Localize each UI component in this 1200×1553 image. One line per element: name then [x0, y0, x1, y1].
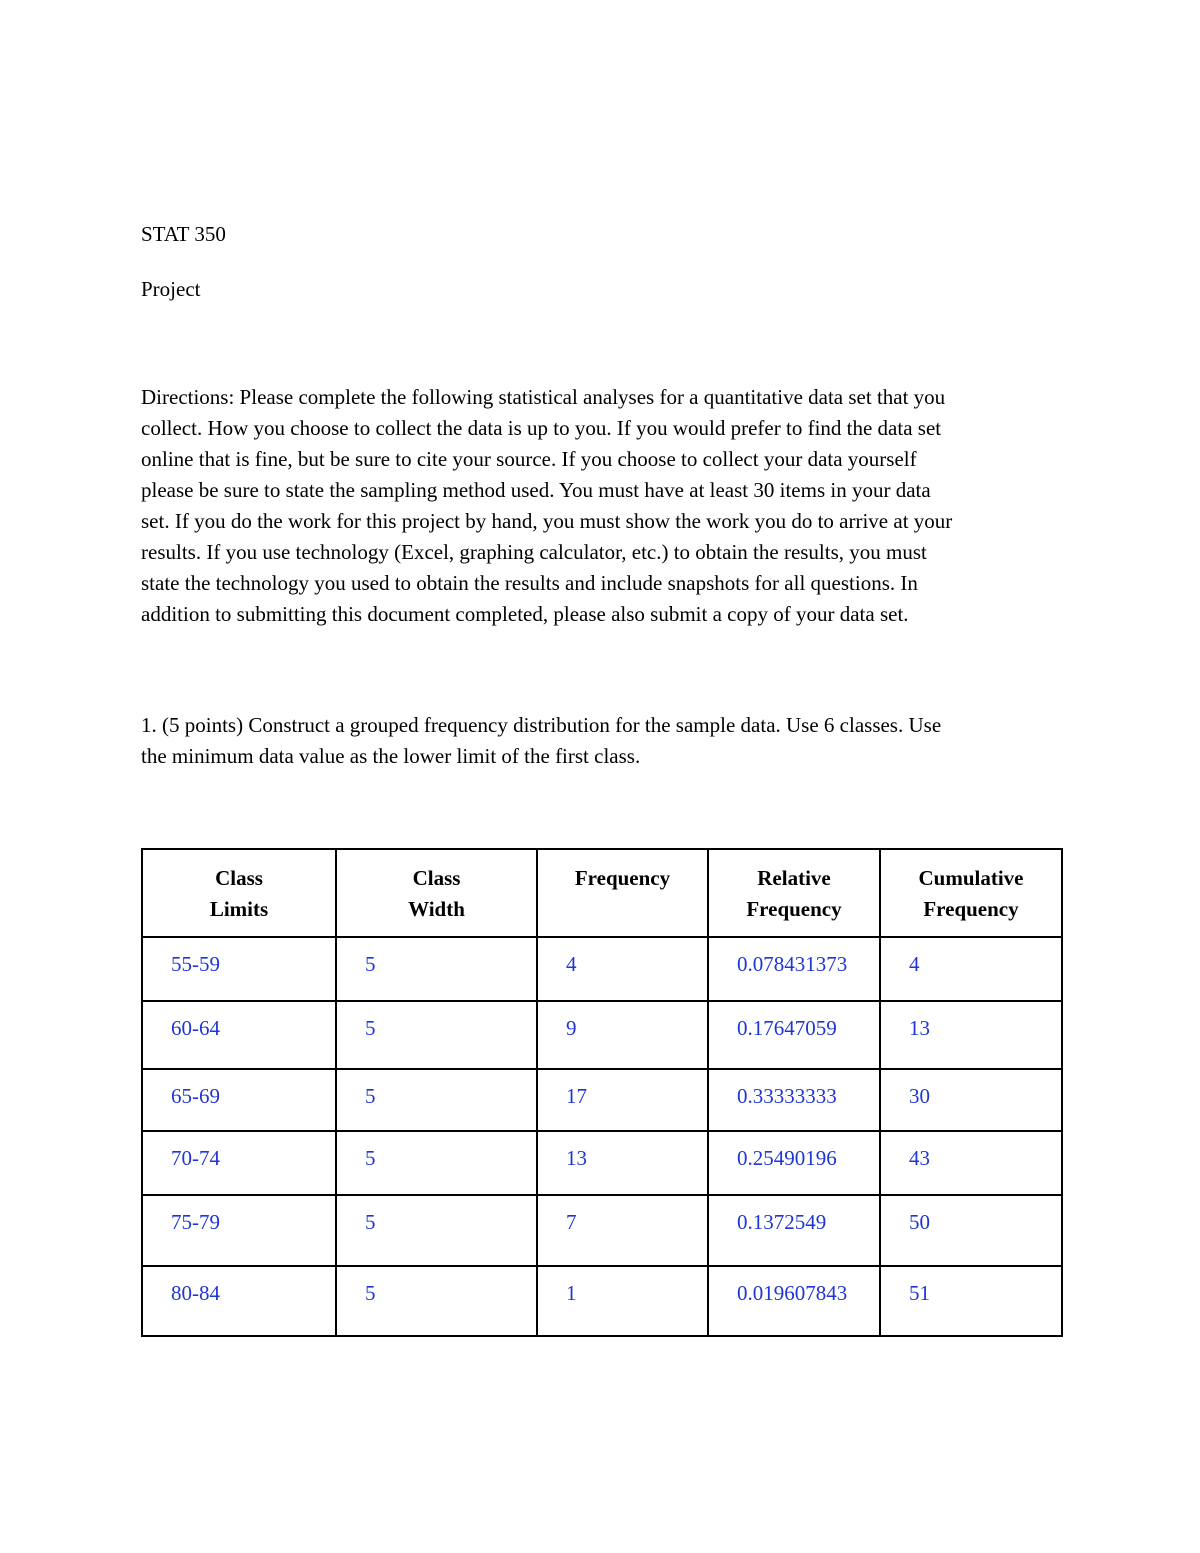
cell-relative-frequency: 0.1372549: [708, 1195, 880, 1266]
directions-paragraph: [141, 382, 1061, 630]
cell-frequency: 7: [537, 1195, 708, 1266]
cell-frequency: 4: [537, 937, 708, 1001]
cell-cumulative-frequency: 4: [880, 937, 1062, 1001]
cell-relative-frequency: 0.078431373: [708, 937, 880, 1001]
table-row: [142, 1195, 1062, 1266]
directions-line: collect. How you choose to collect the data is up to you. If you would prefer to find the data set: [141, 416, 942, 440]
question-1-line: the minimum data value as the lower limit of the first class.: [141, 744, 641, 768]
cell-frequency: 17: [537, 1069, 708, 1131]
directions-line: set. If you do the work for this project by hand, you must show the work you do to arrive at your: [141, 509, 953, 533]
cell-cumulative-frequency: 51: [880, 1266, 1062, 1336]
header-frequency: Frequency: [537, 849, 708, 937]
cell-class-width: 5: [336, 1069, 537, 1131]
document-subtitle: Project: [141, 277, 201, 301]
table-row: [142, 1131, 1062, 1195]
directions-line: Directions: Please complete the following statistical analyses for a quantitative data set that you: [141, 385, 946, 409]
table-row: [142, 937, 1062, 1001]
directions-line: addition to submitting this document completed, please also submit a copy of your data set.: [141, 602, 909, 626]
cell-class-limits: 65-69: [142, 1069, 336, 1131]
cell-class-limits: 80-84: [142, 1266, 336, 1336]
cell-class-limits: 60-64: [142, 1001, 336, 1069]
cell-relative-frequency: 0.019607843: [708, 1266, 880, 1336]
cell-class-width: 5: [336, 1001, 537, 1069]
cell-class-width: 5: [336, 1195, 537, 1266]
cell-frequency: 1: [537, 1266, 708, 1336]
cell-cumulative-frequency: 50: [880, 1195, 1062, 1266]
cell-relative-frequency: 0.25490196: [708, 1131, 880, 1195]
directions-line: results. If you use technology (Excel, graphing calculator, etc.) to obtain the results, you must: [141, 540, 927, 564]
cell-frequency: 13: [537, 1131, 708, 1195]
header-relative-frequency: Relative Frequency: [708, 849, 880, 937]
cell-cumulative-frequency: 30: [880, 1069, 1062, 1131]
directions-line: please be sure to state the sampling method used. You must have at least 30 items in your data: [141, 478, 931, 502]
cell-cumulative-frequency: 43: [880, 1131, 1062, 1195]
directions-line: state the technology you used to obtain the results and include snapshots for all questions. In: [141, 571, 918, 595]
question-1-line: 1. (5 points) Construct a grouped frequency distribution for the sample data. Use 6 classes. Use: [141, 713, 942, 737]
header-class-width: Class Width: [336, 849, 537, 937]
directions-line: online that is fine, but be sure to cite your source. If you choose to collect your data yourself: [141, 447, 917, 471]
cell-class-limits: 70-74: [142, 1131, 336, 1195]
cell-class-limits: 75-79: [142, 1195, 336, 1266]
header-class-limits: Class Limits: [142, 849, 336, 937]
cell-class-width: 5: [336, 1266, 537, 1336]
cell-cumulative-frequency: 13: [880, 1001, 1062, 1069]
cell-class-limits: 55-59: [142, 937, 336, 1001]
cell-class-width: 5: [336, 1131, 537, 1195]
table-header-row: [142, 849, 1062, 937]
table-row: [142, 1266, 1062, 1336]
course-title: STAT 350: [141, 222, 226, 246]
frequency-distribution-table: [141, 848, 1063, 1337]
table-row: [142, 1069, 1062, 1131]
header-cumulative-frequency: Cumulative Frequency: [880, 849, 1062, 937]
question-1: [141, 710, 1061, 772]
cell-relative-frequency: 0.33333333: [708, 1069, 880, 1131]
cell-frequency: 9: [537, 1001, 708, 1069]
cell-relative-frequency: 0.17647059: [708, 1001, 880, 1069]
table-row: [142, 1001, 1062, 1069]
cell-class-width: 5: [336, 937, 537, 1001]
